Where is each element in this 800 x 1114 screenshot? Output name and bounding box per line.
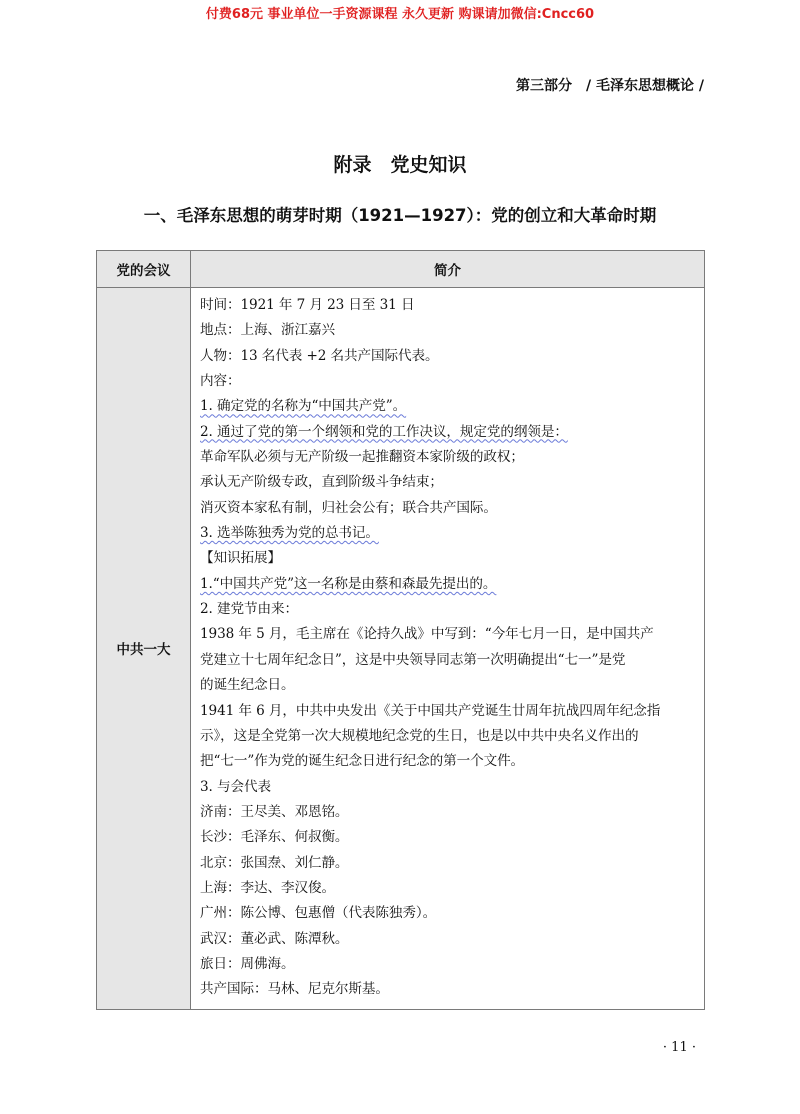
delegate-line: 长沙：毛泽东、何叔衡。 [200,829,349,846]
summary-line [200,521,698,546]
summary-line: 1938 年 5 月，毛主席在《论持久战》中写到：“今年七月一日，是中国共产 [200,626,654,643]
delegate-line: 武汉：董必武、陈潭秋。 [200,930,349,947]
knowledge-extension-heading: 【知识拓展】 [200,550,281,567]
party-meetings-table [96,250,705,1010]
summary-line-place: 地点：上海、浙江嘉兴 [200,322,335,339]
summary-line [200,420,698,445]
summary-cell [191,288,705,1010]
summary-line-text: 2. 通过了党的第一个纲领和党的工作决议，规定党的纲领是： [200,423,568,440]
summary-line: 2. 建党节由来： [200,601,298,618]
meeting-name-cell: 中共一大 [97,288,191,1010]
summary-line: 示》，这是全党第一次大规模地纪念党的生日，也是以中共中央名义作出的 [200,727,639,744]
delegate-line: 共产国际：马林、尼克尔斯基。 [200,981,389,998]
summary-line-text: 1. 确定党的名称为“中国共产党”。 [200,398,407,415]
section-title: 一、毛泽东思想的萌芽时期（1921—1927）：党的创立和大革命时期 [143,206,657,225]
watermark-banner: 付费68元 事业单位一手资源课程 永久更新 购课请加微信:Cncc60 [205,7,595,22]
running-header: 第三部分 / 毛泽东思想概论 / [516,78,704,94]
summary-line [200,572,698,597]
appendix-title: 附录 党史知识 [333,154,467,176]
summary-line-content-label: 内容： [200,373,241,390]
summary-line-text: 1.“中国共产党”这一名称是由蔡和森最先提出的。 [200,575,497,592]
summary-line: 1941 年 6 月，中共中央发出《关于中国共产党诞生廿周年抗战四周年纪念指 [200,702,661,719]
page-number: · 11 · [662,1040,696,1055]
delegate-line: 北京：张国焘、刘仁静。 [200,854,349,871]
delegate-line: 上海：李达、李汉俊。 [200,879,335,896]
table-row [97,288,705,1010]
summary-line: 承认无产阶级专政，直到阶级斗争结束； [200,474,443,491]
summary-line-text: 3. 选举陈独秀为党的总书记。 [200,525,379,542]
column-header-summary: 简介 [191,251,705,288]
summary-line: 消灭资本家私有制，归社会公有；联合共产国际。 [200,499,497,516]
delegate-line: 旅日：周佛海。 [200,955,295,972]
summary-line-people: 人物：13 名代表 +2 名共产国际代表。 [200,347,439,364]
summary-line: 的诞生纪念日。 [200,677,295,694]
summary-line [200,394,698,419]
delegate-line: 济南：王尽美、邓恩铭。 [200,803,349,820]
summary-line: 革命军队必须与无产阶级一起推翻资本家阶级的政权； [200,449,524,466]
delegates-heading: 3. 与会代表 [200,778,271,795]
column-header-meeting: 党的会议 [97,251,191,288]
table-header-row [97,251,705,288]
delegate-line: 广州：陈公博、包惠僧（代表陈独秀）。 [200,905,437,922]
summary-line-time: 时间：1921 年 7 月 23 日至 31 日 [200,297,415,313]
summary-line: 把“七一”作为党的诞生纪念日进行纪念的第一个文件。 [200,753,525,770]
summary-line: 党建立十七周年纪念日”，这是中央领导同志第一次明确提出“七一”是党 [200,651,626,668]
